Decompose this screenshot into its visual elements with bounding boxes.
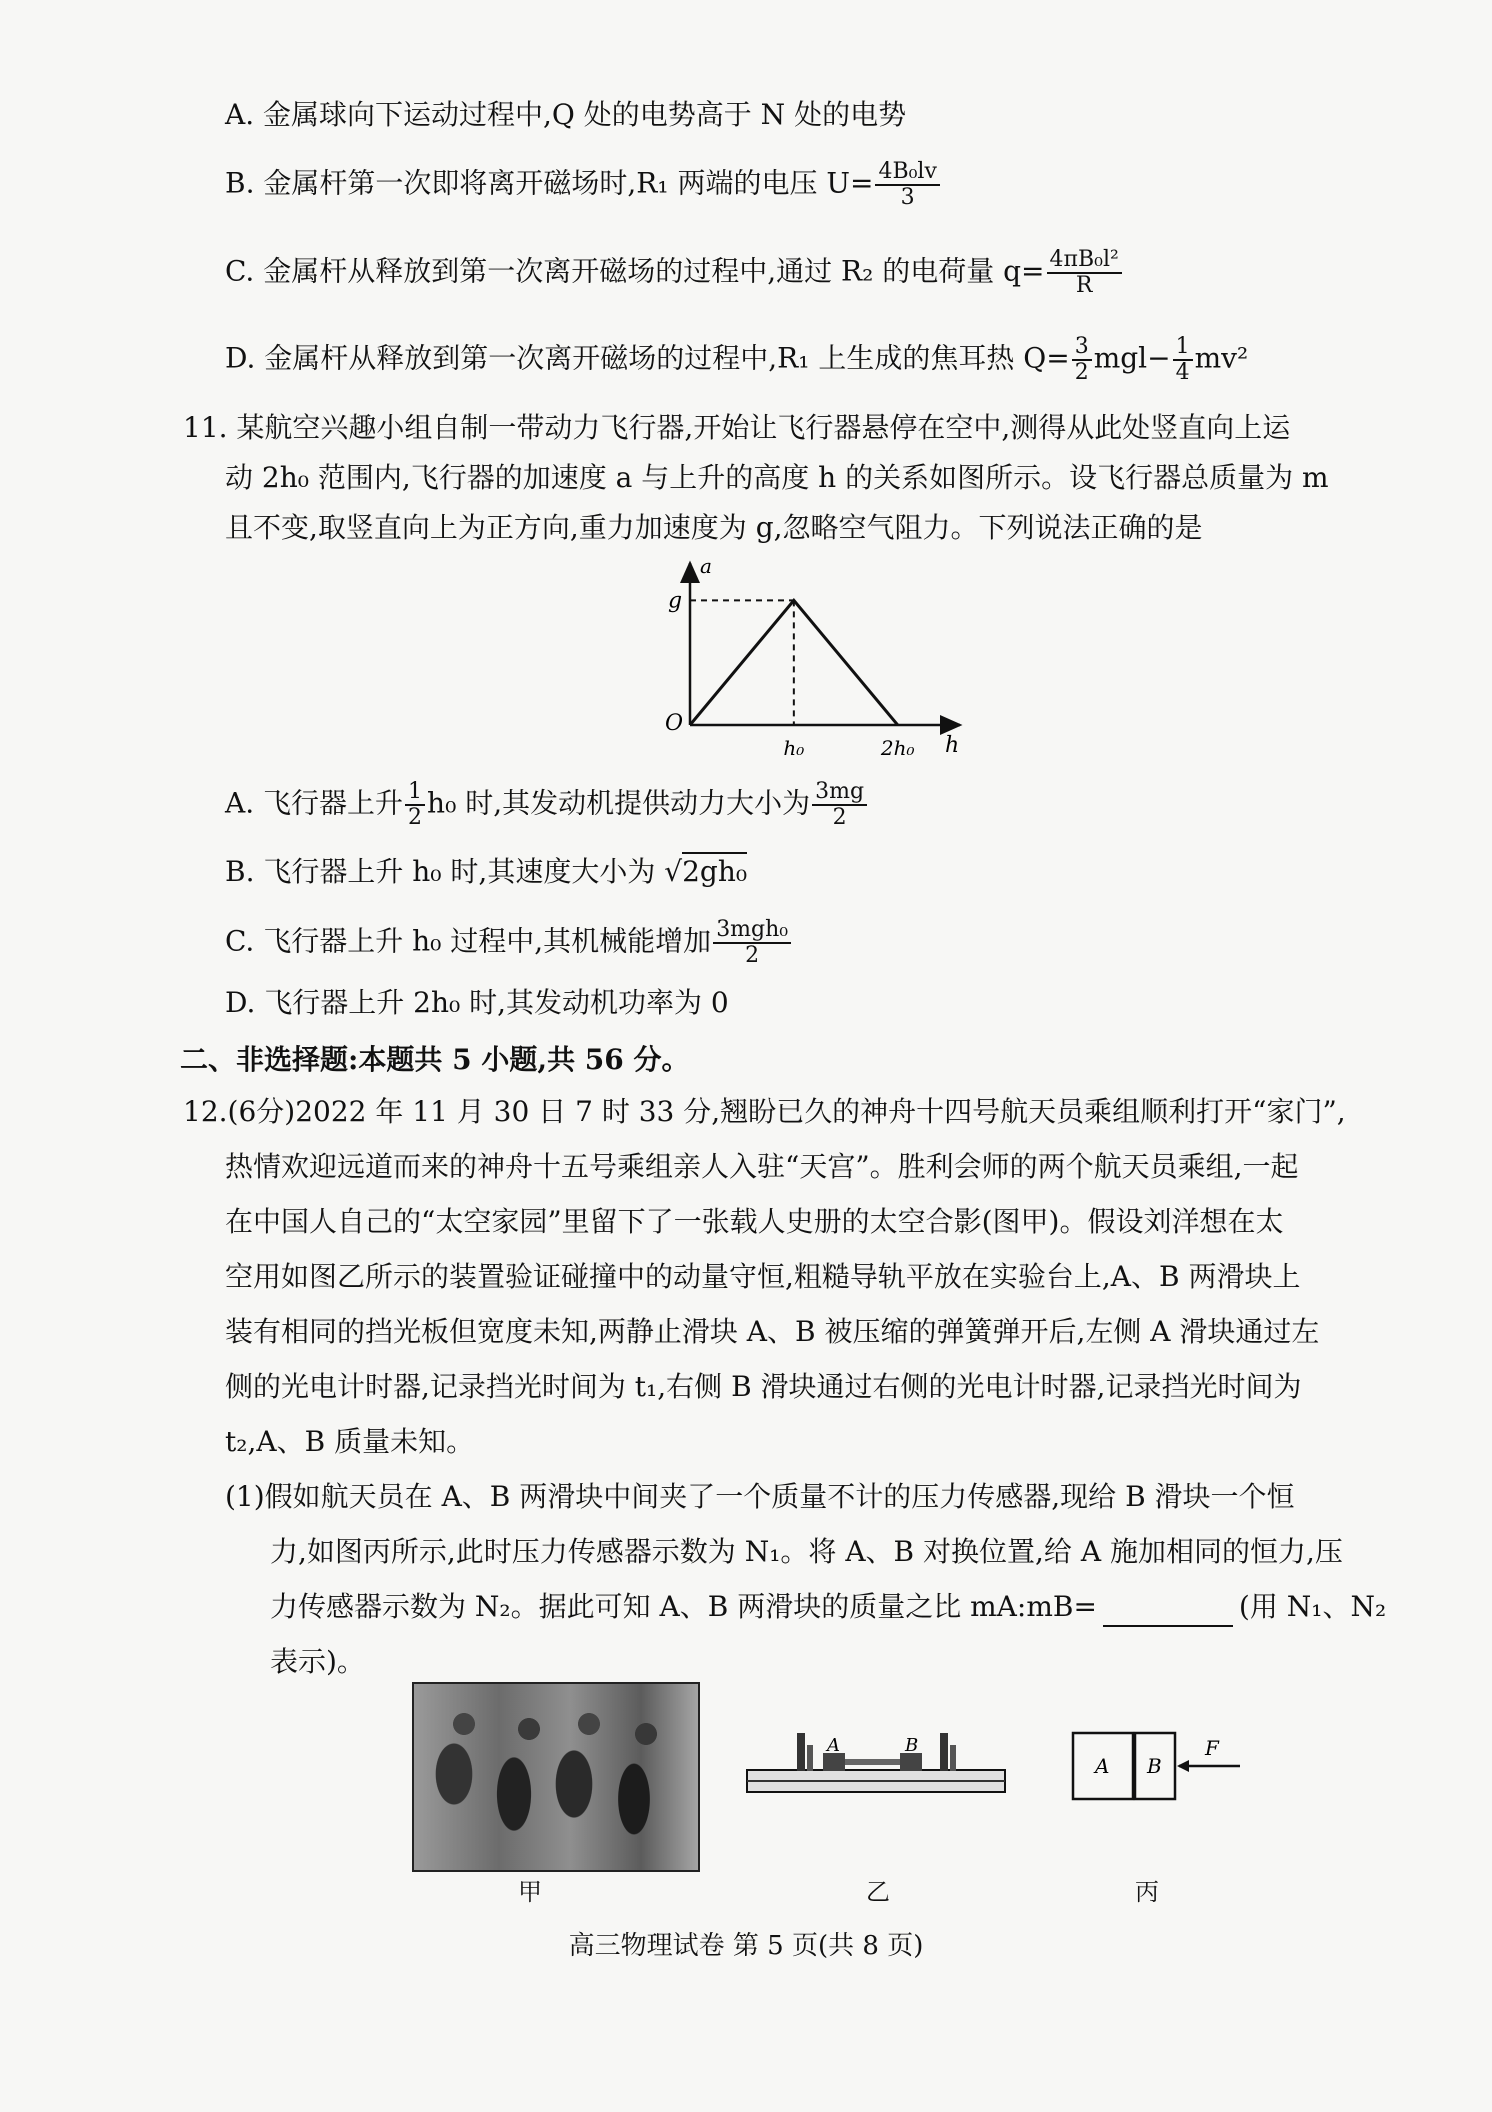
air-track-apparatus <box>745 1725 1010 1805</box>
q12-s3-text: 力传感器示数为 N₂。据此可知 A、B 两滑块的质量之比 mA:mB= <box>270 1590 1097 1623</box>
section-2-heading: 二、非选择题:本题共 5 小题,共 56 分。 <box>180 1043 690 1076</box>
q10-b-num: 4B₀lv <box>875 160 939 186</box>
q10-d-frac2 <box>1173 335 1193 385</box>
left-photogate <box>797 1733 805 1771</box>
q11-a-mid: h₀ 时,其发动机提供动力大小为 <box>427 786 811 820</box>
q11-stem-1: 11. 某航空兴趣小组自制一带动力飞行器,开始让飞行器悬停在空中,测得从此处竖直向上运 <box>183 411 1291 444</box>
y-tick-label-g: g <box>668 588 683 614</box>
q11-a-text: A. 飞行器上升 <box>225 786 404 820</box>
q10-d-f2-num: 1 <box>1173 335 1193 361</box>
caption-bing: 丙 <box>1135 1878 1159 1906</box>
q11-a-f1-num: 1 <box>405 780 425 806</box>
q11-b-sqrt: 2gh₀ <box>682 852 747 888</box>
q10-c-text: C. 金属杆从释放到第一次离开磁场的过程中,通过 R₂ 的电荷量 q= <box>225 254 1045 288</box>
q11-a-frac1 <box>405 780 425 830</box>
q11-b-text: B. 飞行器上升 h₀ 时,其速度大小为 √ <box>225 855 683 888</box>
q10-d-f2-den: 4 <box>1175 360 1190 385</box>
blocks-force-diagram <box>1065 1725 1245 1810</box>
acceleration-height-chart <box>640 555 980 760</box>
right-photogate <box>940 1733 948 1771</box>
q11-c-fraction <box>713 918 791 968</box>
q10-d-f1-den: 2 <box>1074 360 1089 385</box>
q12-sub1-line-1: (1)假如航天员在 A、B 两滑块中间夹了一个质量不计的压力传感器,现给 B 滑块一个恒 <box>225 1480 1295 1513</box>
q11-stem-3: 且不变,取竖直向上为正方向,重力加速度为 g,忽略空气阻力。下列说法正确的是 <box>225 511 1203 544</box>
q12-line-7: t₂,A、B 质量未知。 <box>225 1425 475 1458</box>
q12-line-2: 热情欢迎远道而来的神舟十五号乘组亲人入驻“天宫”。胜利会师的两个航天员乘组,一起 <box>225 1150 1299 1183</box>
q10-d-text: D. 金属杆从释放到第一次离开磁场的过程中,R₁ 上生成的焦耳热 Q= <box>225 341 1070 375</box>
block-label-a: A <box>1095 1754 1110 1778</box>
q12-line-4: 空用如图乙所示的装置验证碰撞中的动量守恒,粗糙导轨平放在实验台上,A、B 两滑块上 <box>225 1260 1301 1293</box>
y-axis-label: a <box>700 555 712 578</box>
q12-line-1: 12.(6分)2022 年 11 月 30 日 7 时 33 分,翘盼已久的神舟十四号航天员乘组顺利打开“家门”, <box>183 1095 1346 1128</box>
q11-c-num: 3mgh₀ <box>713 918 791 944</box>
astronaut-group-photo <box>412 1682 700 1872</box>
q11-stem-2: 动 2h₀ 范围内,飞行器的加速度 a 与上升的高度 h 的关系如图所示。设飞行器总质量为 m <box>225 461 1329 494</box>
origin-label: O <box>665 711 684 736</box>
q12-sub1-line-4: 表示)。 <box>270 1645 365 1678</box>
q11-a-frac2 <box>812 780 867 830</box>
q10-c-fraction <box>1047 248 1122 298</box>
apparatus-label-a: A <box>827 1735 840 1756</box>
q10-option-c <box>225 248 1124 298</box>
apparatus-label-b: B <box>905 1735 919 1756</box>
block-label-b: B <box>1147 1754 1162 1778</box>
page-footer: 高三物理试卷 第 5 页(共 8 页) <box>568 1931 924 1961</box>
spring <box>845 1759 900 1765</box>
q10-c-num: 4πB₀l² <box>1047 248 1122 274</box>
q11-option-c <box>225 918 793 968</box>
q10-b-fraction <box>875 160 939 210</box>
q11-a-num: 3mg <box>812 780 867 806</box>
q10-option-d <box>225 335 1248 385</box>
q12-line-5: 装有相同的挡光板但宽度未知,两静止滑块 A、B 被压缩的弹簧弹开后,左侧 A 滑块通过左 <box>225 1315 1320 1348</box>
q11-c-text: C. 飞行器上升 h₀ 过程中,其机械能增加 <box>225 924 712 958</box>
x-axis-label: h <box>945 733 960 758</box>
q12-sub1-line-2: 力,如图丙所示,此时压力传感器示数为 N₁。将 A、B 对换位置,给 A 施加相同的恒力,压 <box>270 1535 1343 1568</box>
q10-d-frac1 <box>1072 335 1092 385</box>
q10-b-text: B. 金属杆第一次即将离开磁场时,R₁ 两端的电压 U= <box>225 166 874 200</box>
x-tick-label-h0: h₀ <box>783 736 805 760</box>
q12-line-3: 在中国人自己的“太空家园”里留下了一张载人史册的太空合影(图甲)。假设刘洋想在太 <box>225 1205 1284 1238</box>
series-line <box>690 600 898 725</box>
q10-option-b <box>225 160 942 210</box>
q10-b-den: 3 <box>900 185 915 210</box>
q12-sub1-line-3 <box>270 1587 1386 1627</box>
q10-d-post: mv² <box>1194 341 1249 375</box>
q11-c-den: 2 <box>745 943 760 968</box>
q10-d-mid: mgl− <box>1093 341 1171 375</box>
q11-a-den: 2 <box>832 805 847 830</box>
force-label: F <box>1205 1736 1219 1760</box>
answer-blank[interactable] <box>1103 1597 1233 1627</box>
caption-jia: 甲 <box>518 1878 542 1906</box>
q10-option-a: A. 金属球向下运动过程中,Q 处的电势高于 N 处的电势 <box>225 98 907 131</box>
q11-option-a <box>225 780 869 830</box>
q11-a-f1-den: 2 <box>408 805 423 830</box>
q12-s3-post: (用 N₁、N₂ <box>1238 1590 1387 1623</box>
q11-option-d: D. 飞行器上升 2h₀ 时,其发动机功率为 0 <box>225 986 729 1019</box>
q12-line-6: 侧的光电计时器,记录挡光时间为 t₁,右侧 B 滑块通过右侧的光电计时器,记录挡光时间为 <box>225 1370 1302 1403</box>
q10-d-f1-num: 3 <box>1072 335 1092 361</box>
x-tick-label-2h0: 2h₀ <box>880 736 915 760</box>
q10-c-den: R <box>1075 273 1093 298</box>
q11-option-b <box>225 852 747 892</box>
caption-yi: 乙 <box>866 1878 890 1906</box>
